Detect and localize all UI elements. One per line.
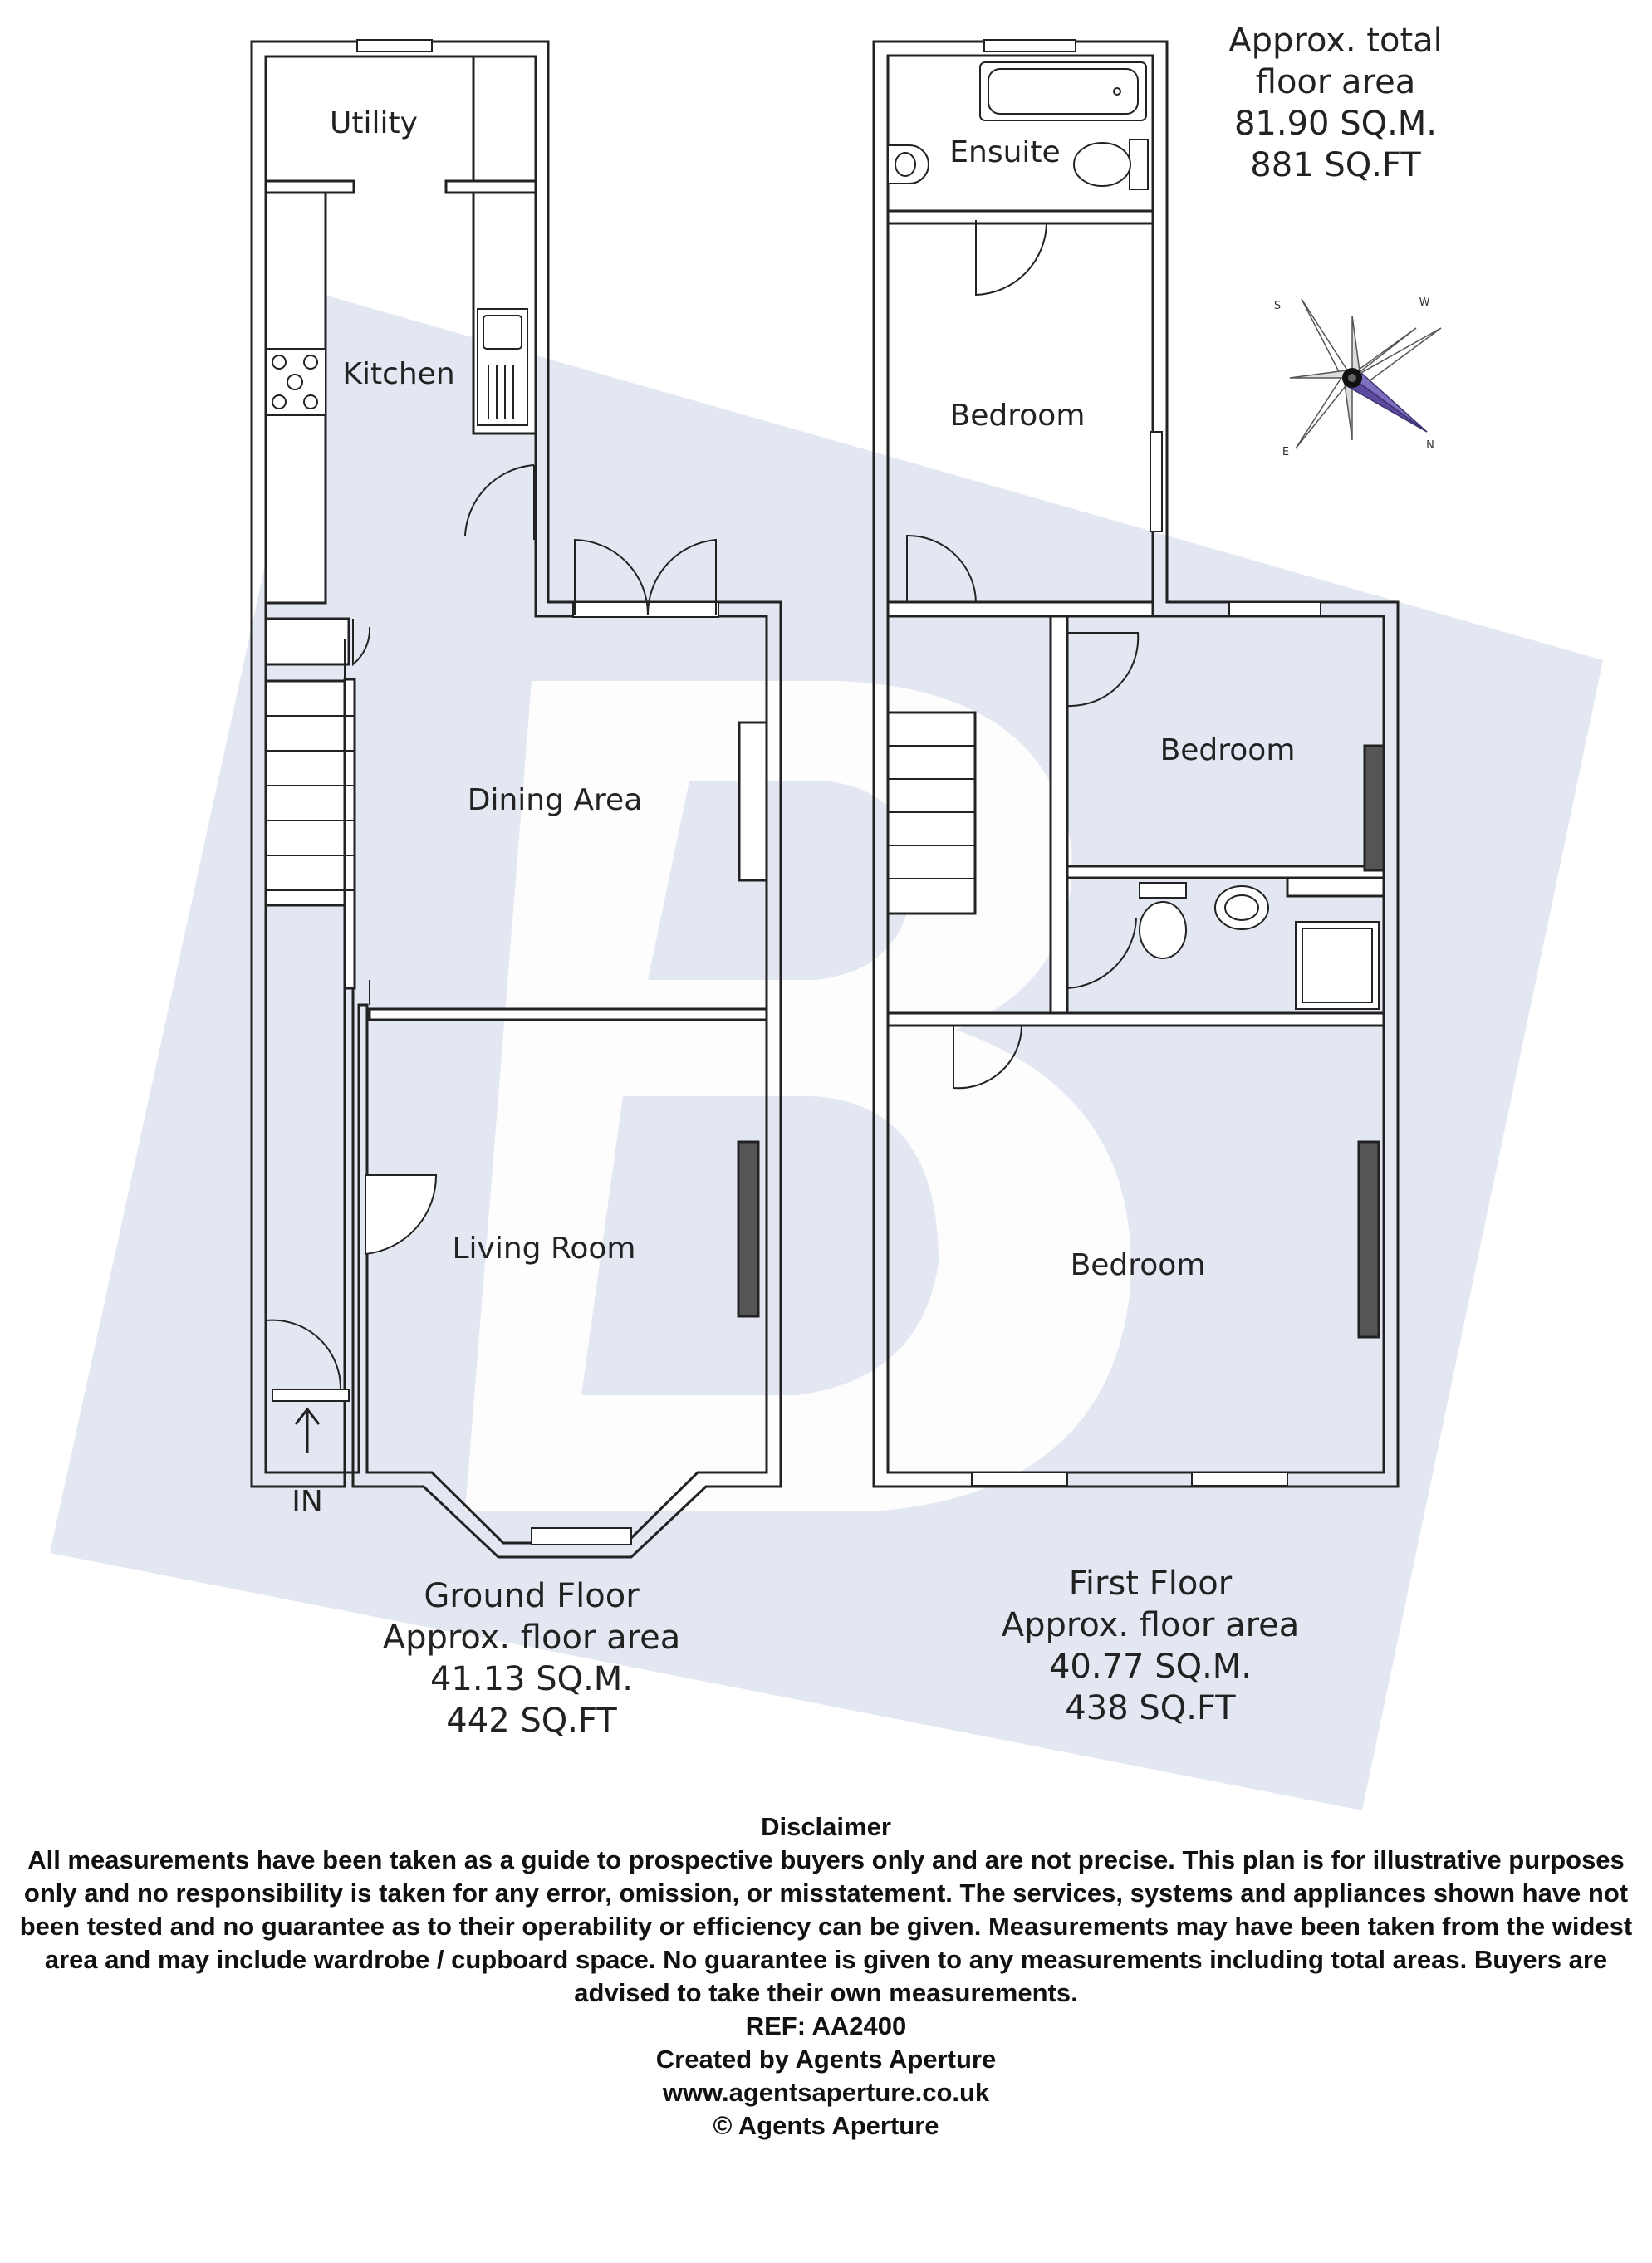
disclaimer-heading: Disclaimer <box>761 1812 891 1841</box>
disclaimer-website[interactable]: www.agentsaperture.co.uk <box>662 2078 990 2107</box>
room-label-kitchen: Kitchen <box>342 357 455 391</box>
room-label-utility: Utility <box>330 106 418 140</box>
total-area-line2: floor area <box>1255 63 1416 101</box>
total-area-sqft: 881 SQ.FT <box>1250 146 1421 184</box>
compass-n-label: N <box>1426 439 1434 452</box>
ground-floor-title: Ground Floor <box>424 1577 640 1615</box>
disclaimer-copyright: © Agents Aperture <box>713 2111 939 2140</box>
disclaimer-created-by: Created by Agents Aperture <box>655 2045 997 2074</box>
basin-icon <box>888 145 929 184</box>
room-label-living: Living Room <box>452 1232 636 1266</box>
ground-floor-area-label: Approx. floor area <box>382 1619 681 1657</box>
total-area-line1: Approx. total <box>1228 22 1443 60</box>
hob-icon <box>266 349 326 415</box>
disclaimer-body: All measurements have been taken as a guide to prospective buyers only and are not precise. This plan is for illustrative purposes only and no responsibility is taken for any error, omission, or misstatement. The services, systems and appliances shown have not been tested and no guarantee as to their operability or efficiency can be given. Measurements may have been taken from the widest area and may include wardrobe / cupboard space. No guarantee is given to any measurements including total areas. Buyers are advised to take their own measurements. <box>19 1845 1633 2007</box>
disclaimer <box>17 1810 1635 2143</box>
room-label-ensuite: Ensuite <box>949 135 1061 169</box>
total-area <box>1228 22 1443 184</box>
room-label-bedroom-front: Bedroom <box>1070 1248 1206 1282</box>
bathtub-icon <box>980 62 1146 120</box>
toilet-icon <box>1074 140 1148 189</box>
compass-w-label: W <box>1419 296 1430 309</box>
first-floor-title: First Floor <box>1068 1565 1233 1603</box>
compass-e-label: E <box>1282 446 1290 458</box>
entrance-label: IN <box>292 1485 323 1519</box>
room-label-bedroom-middle: Bedroom <box>1159 733 1296 767</box>
compass-s-label: S <box>1273 300 1282 312</box>
kitchen-sink-icon <box>478 309 527 425</box>
ground-floor-area-sqm: 41.13 SQ.M. <box>429 1660 634 1698</box>
total-area-sqm: 81.90 SQ.M. <box>1233 105 1438 143</box>
compass-rose-icon <box>1274 296 1441 458</box>
room-label-dining: Dining Area <box>467 783 643 817</box>
disclaimer-ref: REF: AA2400 <box>745 2011 907 2040</box>
first-floor-area-sqft: 438 SQ.FT <box>1065 1689 1236 1727</box>
first-floor-area-sqm: 40.77 SQ.M. <box>1048 1648 1252 1686</box>
room-label-bedroom-rear: Bedroom <box>949 399 1086 433</box>
first-floor-area-label: Approx. floor area <box>1001 1606 1300 1644</box>
ground-floor-area-sqft: 442 SQ.FT <box>446 1702 617 1740</box>
